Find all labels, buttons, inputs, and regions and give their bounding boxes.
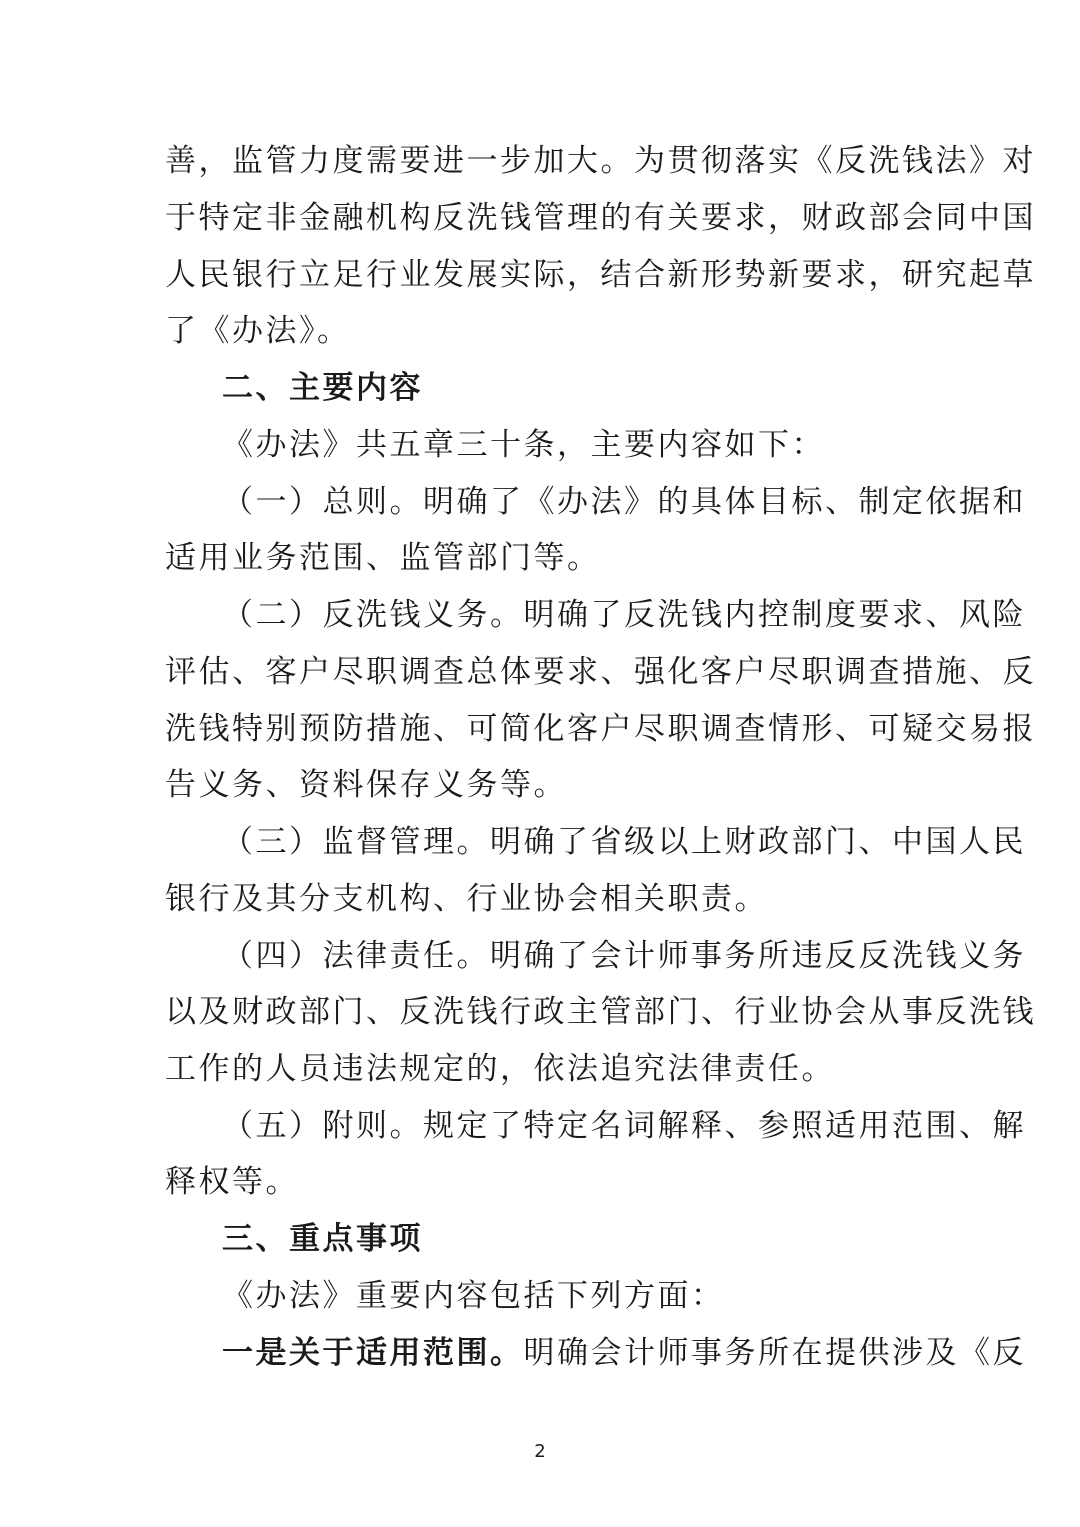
- paragraph-line: （三）监督管理。明确了省级以上财政部门、中国人民: [222, 824, 1026, 860]
- paragraph-line: 以及财政部门、反洗钱行政主管部门、行业协会从事反洗钱: [165, 994, 1036, 1030]
- paragraph-line: （五）附则。规定了特定名词解释、参照适用范围、解: [222, 1108, 1026, 1144]
- paragraph-line: 释权等。: [165, 1164, 299, 1200]
- paragraph-line: 告义务、资料保存义务等。: [165, 767, 567, 803]
- scope-lead-in: 一是关于适用范围。: [222, 1335, 524, 1371]
- paragraph-line-scope: [222, 1333, 1026, 1373]
- paragraph-line: 评估、客户尽职调查总体要求、强化客户尽职调查措施、反: [165, 654, 1036, 690]
- paragraph-line: 于特定非金融机构反洗钱管理的有关要求，财政部会同中国: [165, 200, 1036, 236]
- paragraph-line: 适用业务范围、监管部门等。: [165, 540, 601, 576]
- paragraph-line: （二）反洗钱义务。明确了反洗钱内控制度要求、风险: [222, 597, 1026, 633]
- scope-text: 明确会计师事务所在提供涉及《反: [523, 1335, 1026, 1371]
- page-number: 2: [534, 1441, 546, 1462]
- paragraph-line: 善，监管力度需要进一步加大。为贯彻落实《反洗钱法》对: [165, 143, 1036, 179]
- paragraph-line: 《办法》共五章三十条，主要内容如下：: [222, 427, 825, 463]
- section-heading-main-content: 二、主要内容: [222, 370, 423, 406]
- paragraph-line: 洗钱特别预防措施、可简化客户尽职调查情形、可疑交易报: [165, 711, 1036, 747]
- paragraph-line: 了《办法》。: [165, 313, 351, 349]
- paragraph-line: （一）总则。明确了《办法》的具体目标、制定依据和: [222, 484, 1026, 520]
- section-heading-key-matters: 三、重点事项: [222, 1221, 423, 1257]
- paragraph-line: 《办法》重要内容包括下列方面：: [222, 1278, 725, 1314]
- paragraph-line: 银行及其分支机构、行业协会相关职责。: [165, 881, 768, 917]
- paragraph-line: 人民银行立足行业发展实际，结合新形势新要求，研究起草: [165, 257, 1036, 293]
- paragraph-line: （四）法律责任。明确了会计师事务所违反反洗钱义务: [222, 938, 1026, 974]
- paragraph-line: 工作的人员违法规定的，依法追究法律责任。: [165, 1051, 835, 1087]
